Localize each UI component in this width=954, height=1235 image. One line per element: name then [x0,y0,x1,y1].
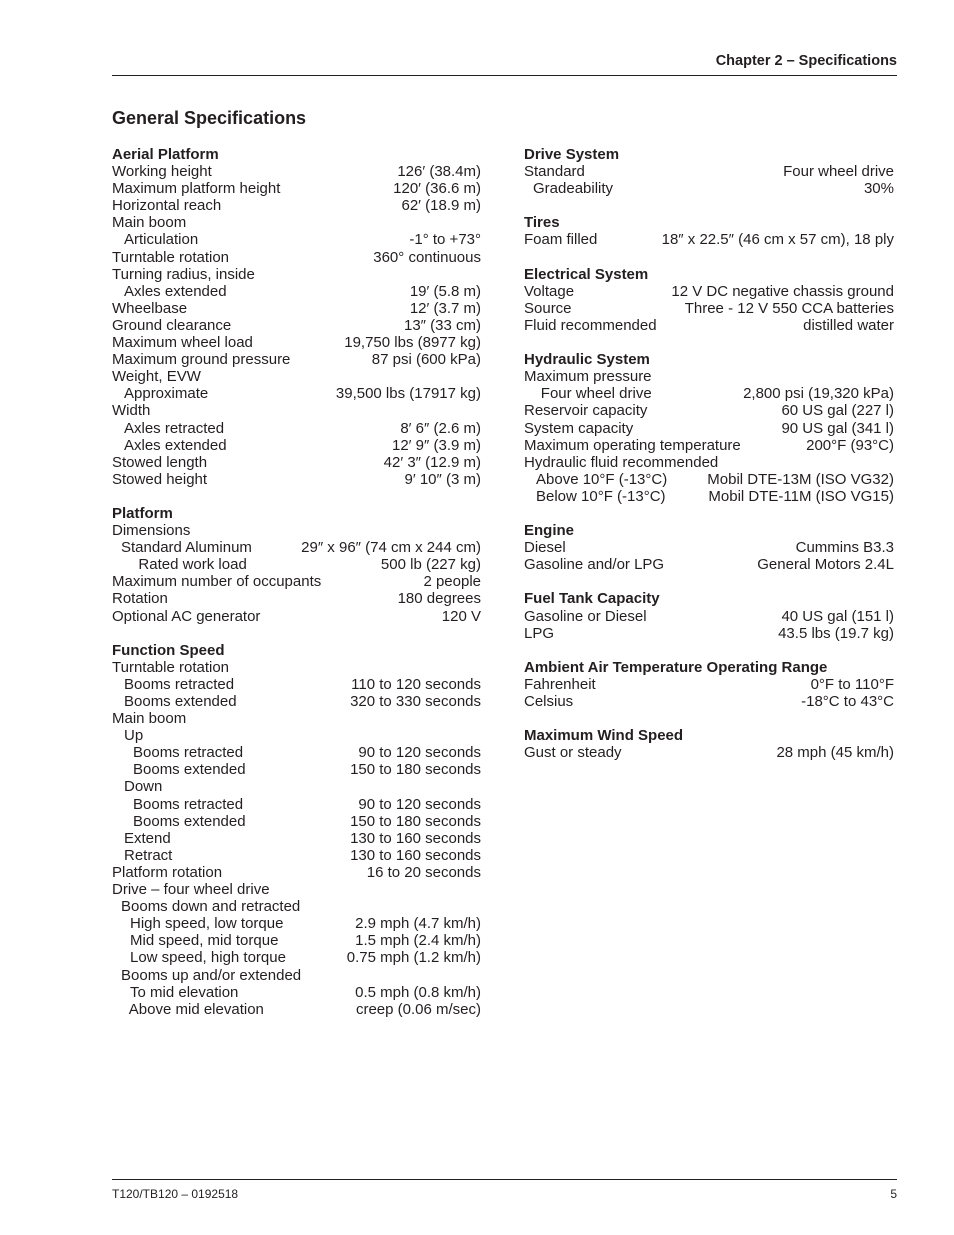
spec-label: Main boom [112,214,187,232]
spec-value: Cummins B3.3 [795,539,894,557]
spec-label: Down [124,778,163,796]
spec-value: 8′ 6″ (2.6 m) [400,419,481,437]
spec-row [112,300,481,317]
chapter-header-title: Chapter 2 – Specifications [715,53,897,69]
spec-label: Low speed, high torque [130,949,286,967]
spec-row [112,984,481,1001]
spec-label: Gradeability [533,180,614,198]
spec-value: 12′ (3.7 m) [409,299,481,317]
spec-row [524,556,894,573]
spec-row [112,231,481,248]
spec-row [112,385,481,402]
spec-label: Above 10°F (-13°C) [536,470,668,488]
spec-label: Maximum operating temperature [524,436,741,454]
spec-value: 0.75 mph (1.2 km/h) [346,949,481,967]
spec-value: 126′ (38.4m) [397,163,481,181]
spec-row [112,573,481,590]
spec-label: Standard Aluminum [121,539,252,557]
spec-row [112,471,481,488]
spec-label: Fahrenheit [524,675,596,693]
spec-label: LPG [524,624,555,642]
spec-value: 40 US gal (151 l) [781,607,894,625]
spec-value: 19′ (5.8 m) [409,282,481,300]
spec-label: Articulation [124,231,199,249]
spec-label: Turntable rotation [112,248,230,266]
spec-value: Four wheel drive [783,163,894,181]
spec-section-title: Platform [112,504,173,522]
spec-row [524,744,894,761]
spec-section-title: Aerial Platform [112,146,219,163]
spec-section [524,266,894,334]
spec-section-title: Maximum Wind Speed [524,727,684,745]
spec-value: 28 mph (45 km/h) [776,744,894,762]
spec-value: 42′ 3″ (12.9 m) [383,453,481,471]
spec-row [524,283,894,300]
spec-value: 62′ (18.9 m) [401,197,481,215]
spec-value: 130 to 160 seconds [350,829,481,847]
spec-label: Mid speed, mid torque [130,932,279,950]
spec-row [112,847,481,864]
spec-row [112,214,481,231]
spec-row [112,590,481,607]
spec-label: Rotation [112,590,168,608]
spec-section [524,146,894,197]
spec-row [112,693,481,710]
spec-row [112,163,481,180]
spec-row [112,864,481,881]
spec-section [112,642,481,1018]
spec-label: Booms down and retracted [121,898,301,916]
spec-value: 120′ (36.6 m) [393,180,481,198]
spec-row [524,676,894,693]
spec-section [524,590,894,641]
left-spec-column [112,146,481,1035]
spec-row [524,402,894,419]
spec-value: -18°C to 43°C [801,693,894,710]
spec-label: Drive – four wheel drive [112,881,270,899]
spec-value: 30% [863,180,894,198]
spec-value: 360° continuous [373,248,481,266]
spec-row [112,351,481,368]
spec-label: Booms retracted [133,795,244,813]
spec-value: 39,500 lbs (17917 kg) [335,385,481,403]
spec-row [112,830,481,847]
spec-label: Booms retracted [124,675,235,693]
spec-row [524,300,894,317]
spec-label: Axles extended [124,436,227,454]
spec-label: Extend [124,829,171,847]
spec-value: 19,750 lbs (8977 kg) [344,334,481,352]
spec-label: System capacity [524,419,634,437]
spec-value: 18″ x 22.5″ (46 cm x 57 cm), 18 ply [661,231,894,249]
spec-value: 9′ 10″ (3 m) [404,470,481,488]
spec-value: 12 V DC negative chassis ground [671,282,894,300]
spec-value: 2.9 mph (4.7 km/h) [355,915,481,933]
spec-label: Axles retracted [124,419,225,437]
spec-label: Dimensions [112,522,191,540]
spec-value: 0.5 mph (0.8 km/h) [355,983,481,1001]
spec-label: Rated work load [138,556,247,574]
spec-label: Wheelbase [112,299,188,317]
spec-label: Booms extended [133,761,246,779]
spec-row [524,488,894,505]
spec-value: 2,800 psi (19,320 kPa) [743,385,894,403]
spec-value: -1° to +73° [409,231,481,249]
right-spec-column [524,146,894,778]
spec-value: distilled water [803,316,894,334]
spec-row [112,744,481,761]
spec-section [112,505,481,625]
spec-label: To mid elevation [130,983,239,1001]
spec-value: 110 to 120 seconds [351,675,481,693]
spec-row [524,437,894,454]
spec-value: creep (0.06 m/sec) [355,1000,481,1018]
spec-row [524,693,894,710]
spec-label: Booms extended [133,812,246,830]
spec-value: 90 to 120 seconds [358,744,481,762]
spec-row [112,334,481,351]
spec-label: Retract [124,846,173,864]
spec-value: 12′ 9″ (3.9 m) [392,436,481,454]
spec-label: Celsius [524,693,574,710]
spec-row [112,659,481,676]
spec-section [524,659,894,710]
spec-label: Ground clearance [112,316,232,334]
spec-row [112,180,481,197]
spec-row [112,813,481,830]
spec-label: Horizontal reach [112,197,222,215]
spec-row [112,881,481,898]
spec-value: General Motors 2.4L [757,556,894,574]
spec-row [112,710,481,727]
spec-label: Stowed height [112,470,208,488]
spec-row [112,266,481,283]
footer-page-number: 5 [890,1187,897,1201]
spec-label: Maximum ground pressure [112,351,291,369]
spec-row [112,898,481,915]
spec-value: 500 lb (227 kg) [380,556,481,574]
spec-row [112,197,481,214]
spec-row [524,368,894,385]
spec-row [112,454,481,471]
spec-row [524,231,894,248]
spec-section-title: Ambient Air Temperature Operating Range [524,658,828,676]
spec-row [112,556,481,573]
spec-label: Maximum platform height [112,180,281,198]
spec-label: Gust or steady [524,744,622,762]
spec-row [524,608,894,625]
spec-row [524,471,894,488]
spec-row [112,676,481,693]
spec-label: Width [112,402,151,420]
spec-label: Booms retracted [133,744,244,762]
spec-value: 200°F (93°C) [806,436,894,454]
spec-value: Three - 12 V 550 CCA batteries [684,299,894,317]
spec-value: 29″ x 96″ (74 cm x 244 cm) [301,539,481,557]
spec-row [524,625,894,642]
spec-value: Mobil DTE-11M (ISO VG15) [708,487,894,505]
spec-section [112,146,481,488]
spec-label: Four wheel drive [540,385,652,403]
spec-value: 16 to 20 seconds [366,863,481,881]
spec-row [524,420,894,437]
spec-section-title: Hydraulic System [524,351,650,369]
spec-row [112,522,481,539]
spec-section [524,727,894,761]
spec-section-title: Drive System [524,146,620,163]
spec-row [524,385,894,402]
spec-row [112,317,481,334]
spec-row [524,180,894,197]
spec-label: Source [524,299,572,317]
spec-label: Booms up and/or extended [121,966,302,984]
spec-row [112,539,481,556]
spec-value: Mobil DTE-13M (ISO VG32) [707,470,894,488]
spec-row [112,283,481,300]
spec-label: Foam filled [524,231,598,249]
footer-rule [112,1179,897,1180]
spec-value: 87 psi (600 kPa) [371,351,481,369]
spec-row [112,949,481,966]
spec-label: Approximate [124,385,209,403]
spec-label: Optional AC generator [112,607,261,625]
spec-row [112,761,481,778]
spec-label: Maximum wheel load [112,334,253,352]
spec-label: Stowed length [112,453,208,471]
spec-value: 90 US gal (341 l) [781,419,894,437]
spec-row [112,932,481,949]
spec-section [524,214,894,248]
spec-value: 180 degrees [397,590,481,608]
spec-value: 43.5 lbs (19.7 kg) [778,624,894,642]
spec-row [112,778,481,795]
spec-value: 1.5 mph (2.4 km/h) [355,932,481,950]
spec-label: Fluid recommended [524,316,657,334]
spec-label: Diesel [524,539,566,557]
spec-section [524,351,894,505]
spec-label: Up [124,727,144,745]
spec-label: Working height [112,163,212,181]
spec-value: 60 US gal (227 l) [781,402,894,420]
footer-doc-id: T120/TB120 – 0192518 [112,1187,239,1201]
spec-label: Booms extended [124,693,237,710]
spec-row [112,967,481,984]
spec-label: Turning radius, inside [112,265,255,283]
spec-section-title: Tires [524,214,560,232]
spec-label: Gasoline or Diesel [524,607,647,625]
spec-label: Hydraulic fluid recommended [524,453,719,471]
spec-value: 13″ (33 cm) [404,316,481,334]
spec-value: 130 to 160 seconds [350,846,481,864]
spec-row [112,915,481,932]
spec-label: Axles extended [124,282,227,300]
page-heading: General Specifications [112,108,307,128]
spec-label: Below 10°F (-13°C) [536,487,666,505]
spec-row [112,1001,481,1018]
header-rule [112,75,897,76]
spec-label: Gasoline and/or LPG [524,556,665,574]
spec-label: Maximum number of occupants [112,573,322,591]
spec-row [524,163,894,180]
spec-label: Platform rotation [112,863,223,881]
spec-section-title: Fuel Tank Capacity [524,590,660,608]
spec-label: Weight, EVW [112,368,201,386]
spec-label: Above mid elevation [128,1000,264,1018]
spec-row [112,249,481,266]
spec-value: 120 V [441,607,481,625]
spec-label: Maximum pressure [524,368,652,386]
spec-section-title: Electrical System [524,265,649,283]
spec-row [524,454,894,471]
spec-row [112,402,481,419]
spec-label: Turntable rotation [112,658,230,676]
spec-value: 320 to 330 seconds [350,693,481,710]
spec-label: Reservoir capacity [524,402,648,420]
spec-row [112,368,481,385]
spec-row [524,539,894,556]
spec-section-title: Function Speed [112,641,225,659]
spec-row [112,796,481,813]
spec-value: 150 to 180 seconds [350,812,481,830]
spec-label: Standard [524,163,585,181]
spec-value: 150 to 180 seconds [350,761,481,779]
spec-value: 0°F to 110°F [810,675,894,693]
spec-row [112,608,481,625]
spec-row [112,437,481,454]
spec-label: Voltage [524,282,575,300]
spec-row [112,420,481,437]
spec-label: High speed, low torque [130,915,284,933]
spec-section-title: Engine [524,522,575,540]
spec-value: 2 people [423,573,481,591]
spec-value: 90 to 120 seconds [358,795,481,813]
spec-row [524,317,894,334]
spec-row [112,727,481,744]
spec-label: Main boom [112,710,187,728]
spec-section [524,522,894,573]
